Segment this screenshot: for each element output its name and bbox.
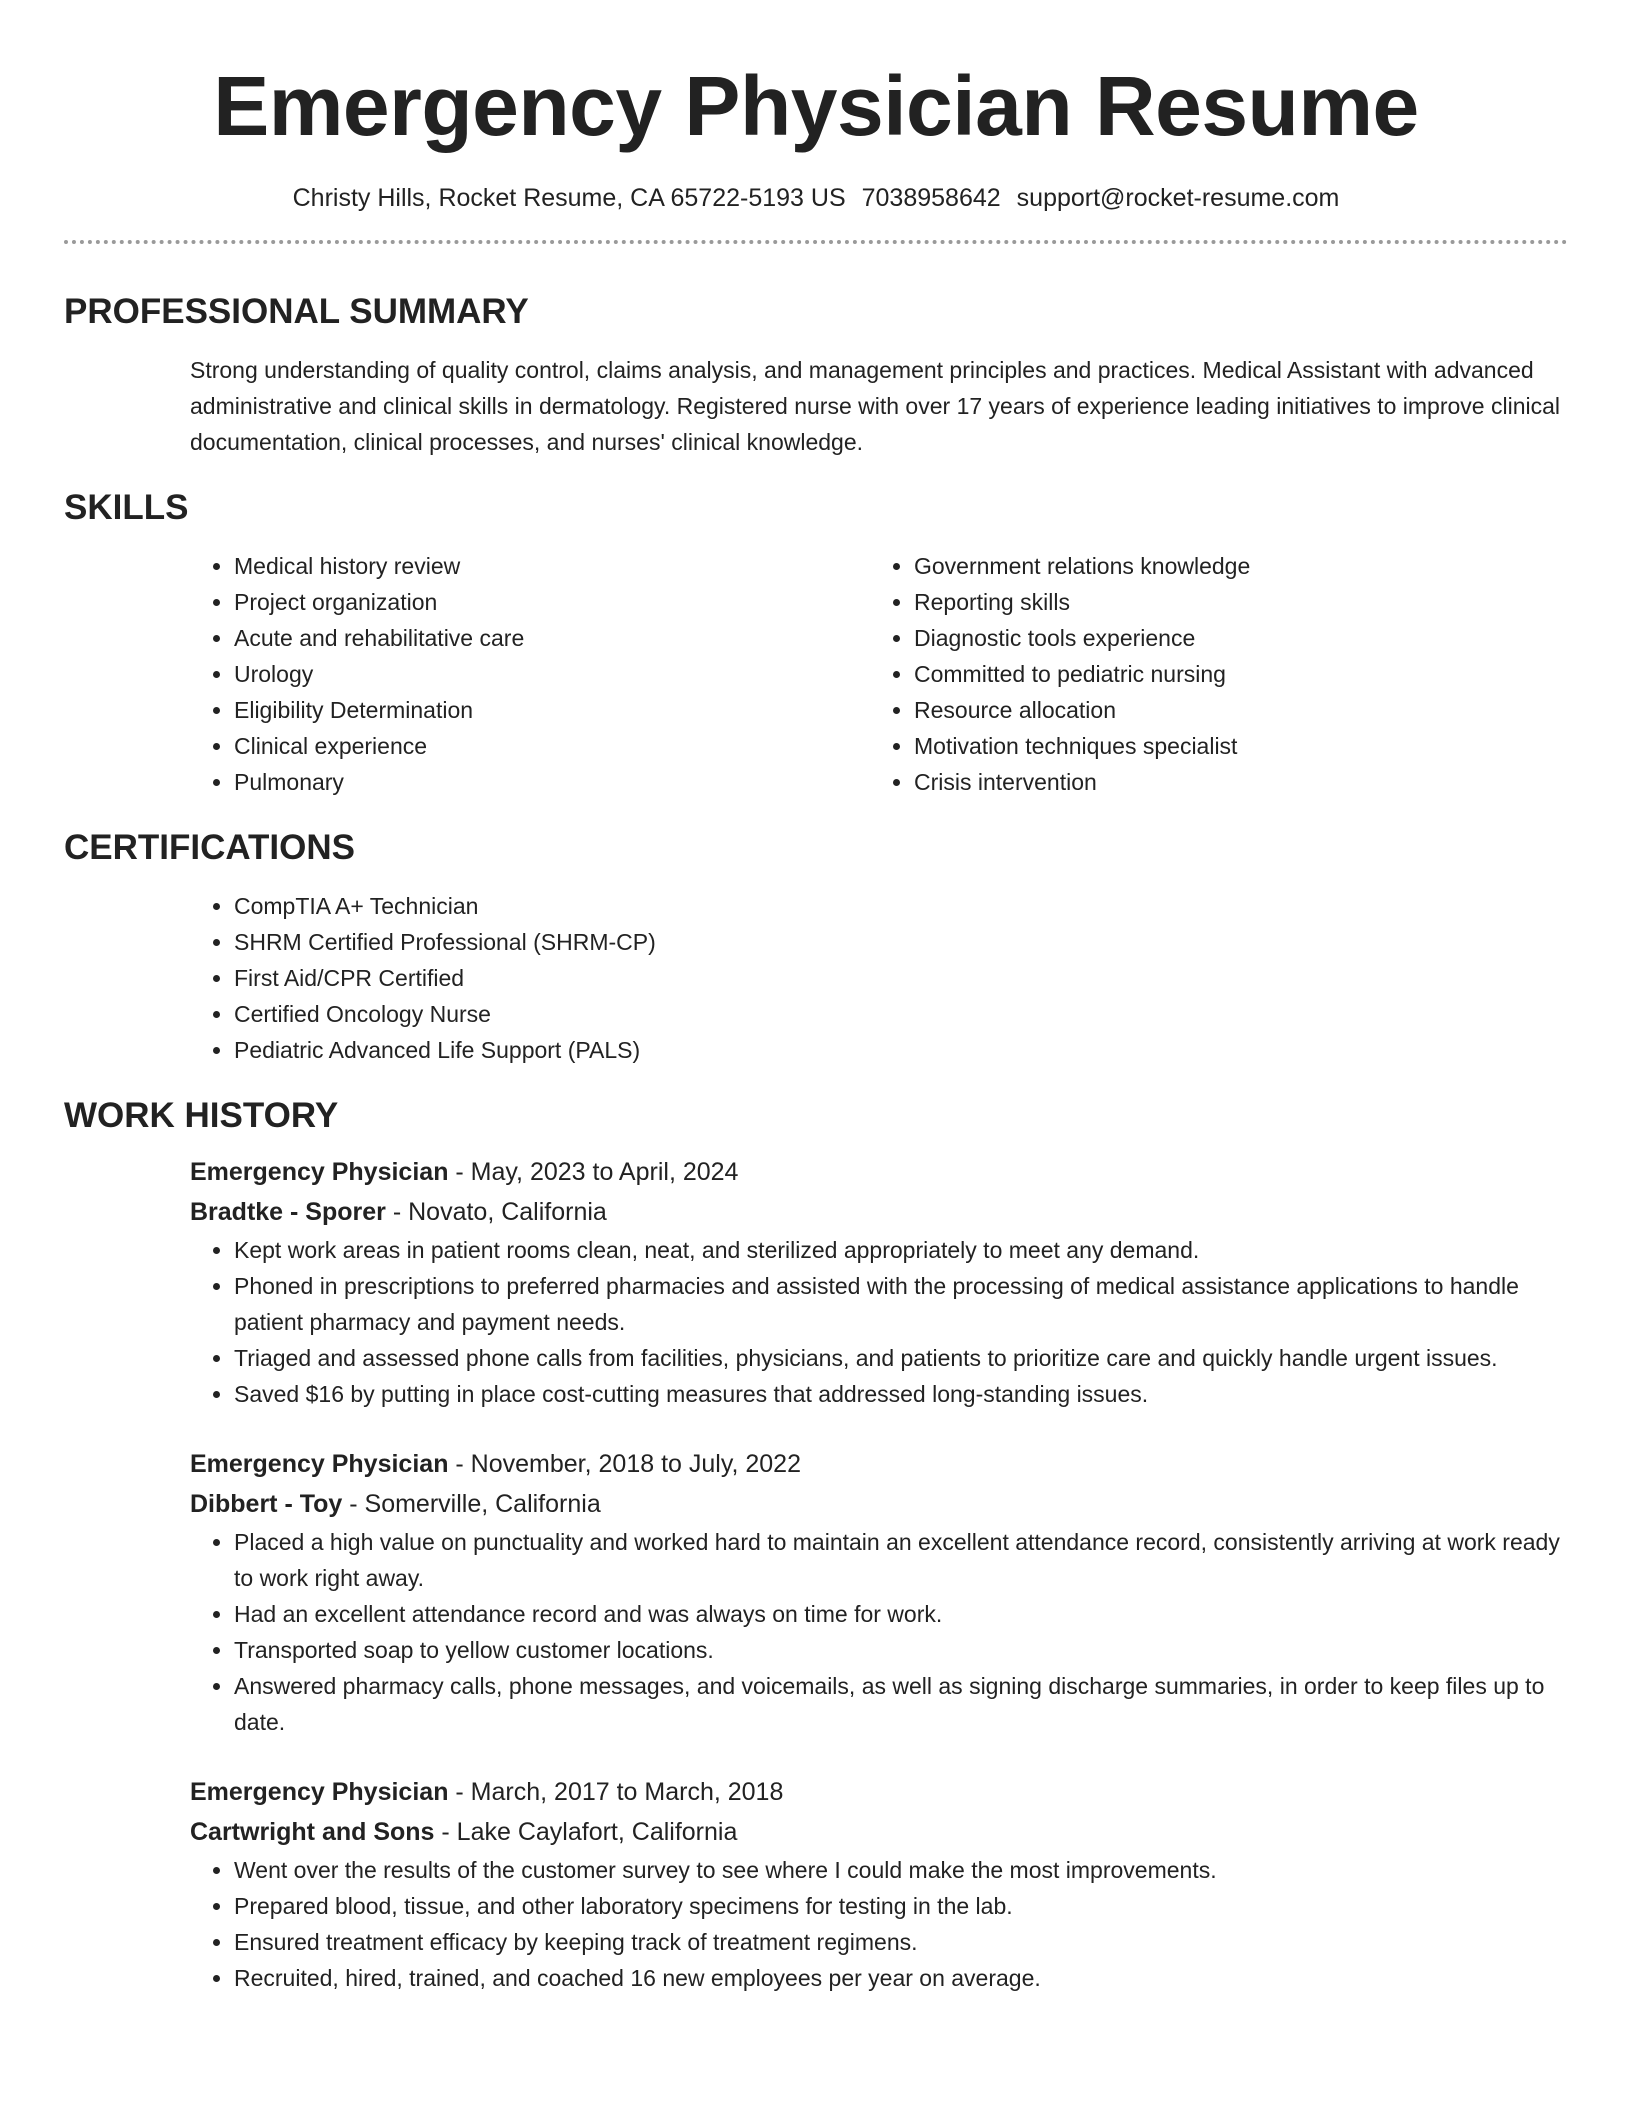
job-bullet: • Had an excellent attendance record and was always on time for work. — [234, 1596, 1568, 1632]
job-bullet: • Answered pharmacy calls, phone messages, and voicemails, as well as signing discharge summaries, in order to keep files up to date. — [234, 1668, 1568, 1740]
job-location: - Novato, California — [385, 1198, 607, 1226]
contact-email: support@rocket-resume.com — [1016, 184, 1340, 212]
skills-list-right — [870, 548, 1550, 800]
job-dates: - March, 2017 to March, 2018 — [448, 1778, 784, 1806]
job-bullet: • Phoned in prescriptions to preferred pharmacies and assisted with the processing of medical assistance applications to handle patient pharmacy and payment needs. — [234, 1268, 1568, 1340]
job-bullet: • Prepared blood, tissue, and other laboratory specimens for testing in the lab. — [234, 1888, 1568, 1924]
skills-section — [64, 486, 1568, 800]
job-company-line — [190, 1192, 1568, 1232]
certification-item: • CompTIA A+ Technician — [234, 888, 1568, 924]
skills-column-right — [870, 548, 1550, 800]
job-entry — [190, 1152, 1568, 1412]
skill-item: • Crisis intervention — [914, 764, 1550, 800]
certifications-heading: CERTIFICATIONS — [64, 828, 356, 867]
job-dates: - May, 2023 to April, 2024 — [448, 1158, 739, 1186]
job-bullets — [190, 1232, 1568, 1412]
contact-address: Christy Hills, Rocket Resume, CA 65722-5193 US — [292, 184, 846, 212]
job-title-line — [190, 1444, 1568, 1484]
certifications-section — [64, 826, 1568, 1068]
skill-item: • Pulmonary — [234, 764, 870, 800]
certification-item: • SHRM Certified Professional (SHRM-CP) — [234, 924, 1568, 960]
job-company: Bradtke - Sporer — [190, 1198, 386, 1226]
job-bullet: • Kept work areas in patient rooms clean, neat, and sterilized appropriately to meet any demand. — [234, 1232, 1568, 1268]
job-dates: - November, 2018 to July, 2022 — [448, 1450, 801, 1478]
job-company: Dibbert - Toy — [190, 1490, 343, 1518]
skill-item: • Clinical experience — [234, 728, 870, 764]
job-bullet: • Ensured treatment efficacy by keeping track of treatment regimens. — [234, 1924, 1568, 1960]
job-title-line — [190, 1772, 1568, 1812]
skill-item: • Acute and rehabilitative care — [234, 620, 870, 656]
job-bullet: • Placed a high value on punctuality and worked hard to maintain an excellent attendance record, consistently arriving at work ready to work right away. — [234, 1524, 1568, 1596]
skills-heading: SKILLS — [64, 488, 189, 527]
resume-page — [64, 0, 1568, 1996]
skill-item: • Diagnostic tools experience — [914, 620, 1550, 656]
job-entry — [190, 1772, 1568, 1996]
work-history-body — [190, 1152, 1568, 1996]
job-title: Emergency Physician — [190, 1778, 449, 1806]
certification-item: • Pediatric Advanced Life Support (PALS) — [234, 1032, 1568, 1068]
job-location: - Somerville, California — [342, 1490, 601, 1518]
work-history-heading: WORK HISTORY — [64, 1096, 339, 1135]
job-bullet: • Transported soap to yellow customer locations. — [234, 1632, 1568, 1668]
job-bullet: • Went over the results of the customer survey to see where I could make the most improvements. — [234, 1852, 1568, 1888]
contact-line — [64, 182, 1568, 214]
job-bullet: • Triaged and assessed phone calls from facilities, physicians, and patients to prioritize care and quickly handle urgent issues. — [234, 1340, 1568, 1376]
certifications-body — [190, 888, 1568, 1068]
job-bullets — [190, 1524, 1568, 1740]
certification-item: • Certified Oncology Nurse — [234, 996, 1568, 1032]
job-title: Emergency Physician — [190, 1450, 449, 1478]
job-location: - Lake Caylafort, California — [434, 1818, 738, 1846]
summary-section — [64, 290, 1568, 460]
job-company-line — [190, 1812, 1568, 1852]
summary-heading: PROFESSIONAL SUMMARY — [64, 292, 529, 331]
resume-title: Emergency Physician Resume — [213, 59, 1419, 153]
skill-item: • Government relations knowledge — [914, 548, 1550, 584]
skill-item: • Resource allocation — [914, 692, 1550, 728]
header-divider — [64, 240, 1568, 244]
skill-item: • Committed to pediatric nursing — [914, 656, 1550, 692]
skill-item: • Reporting skills — [914, 584, 1550, 620]
certification-item: • First Aid/CPR Certified — [234, 960, 1568, 996]
skill-item: • Project organization — [234, 584, 870, 620]
skills-columns — [190, 548, 1568, 800]
certifications-list — [190, 888, 1568, 1068]
job-title: Emergency Physician — [190, 1158, 449, 1186]
skills-column-left — [190, 548, 870, 800]
job-company-line — [190, 1484, 1568, 1524]
job-bullet: • Saved $16 by putting in place cost-cutting measures that addressed long-standing issues. — [234, 1376, 1568, 1412]
contact-phone: 7038958642 — [861, 184, 1001, 212]
skills-list-left — [190, 548, 870, 800]
job-bullet: • Recruited, hired, trained, and coached 16 new employees per year on average. — [234, 1960, 1568, 1996]
summary-text: Strong understanding of quality control, claims analysis, and management principles and practices. Medical Assistant with advanced administrative and clinical skills in dermatology. Registered nurse with over 17 years of experience leading initiatives to improve clinical documentation, clinical processes, and nurses' clinical knowledge. — [190, 357, 1560, 455]
skill-item: • Motivation techniques specialist — [914, 728, 1550, 764]
job-company: Cartwright and Sons — [190, 1818, 435, 1846]
job-entry — [190, 1444, 1568, 1740]
skill-item: • Medical history review — [234, 548, 870, 584]
skill-item: • Urology — [234, 656, 870, 692]
work-history-section — [64, 1094, 1568, 1996]
job-bullets — [190, 1852, 1568, 1996]
skill-item: • Eligibility Determination — [234, 692, 870, 728]
job-title-line — [190, 1152, 1568, 1192]
